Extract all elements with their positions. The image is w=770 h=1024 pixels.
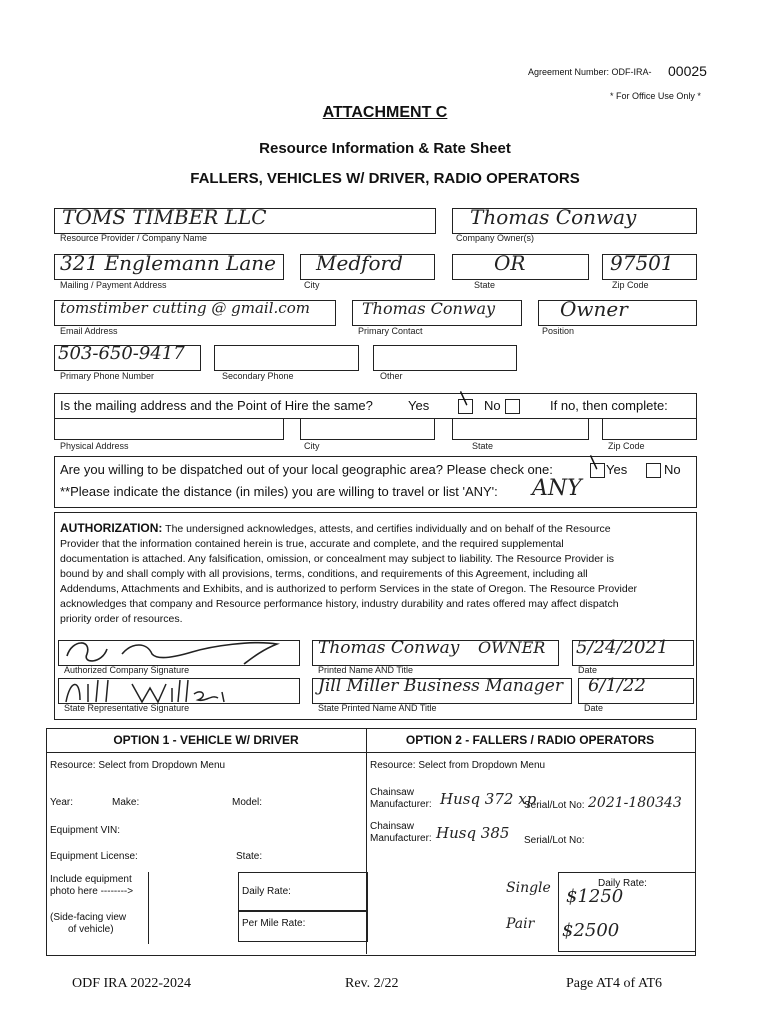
other-box[interactable] [373, 345, 517, 371]
vin-label: Equipment VIN: [50, 825, 121, 836]
photo-label-2: photo here --------> [50, 886, 134, 897]
address-label: Mailing / Payment Address [60, 280, 167, 290]
single-label: Single [506, 880, 551, 896]
option2-resource-label: Resource: [370, 760, 416, 771]
secondary-phone-label: Secondary Phone [222, 371, 294, 381]
footer-right: Page AT4 of AT6 [566, 976, 663, 991]
option2-daily-rate-label: Daily Rate: [598, 878, 647, 889]
make-label: Make: [112, 797, 140, 808]
position-value: Owner [560, 297, 628, 321]
phone-label: Primary Phone Number [60, 371, 155, 381]
printed-name-value: Thomas Conway [318, 638, 460, 658]
photo-label-1: Include equipment [50, 874, 132, 885]
city-value: Medford [316, 251, 403, 275]
authorization-line: bound by and shall comply with all provisions, terms, conditions, and requirements of this Agreement, including all [60, 568, 588, 580]
agreement-label: Agreement Number: ODF-IRA- [528, 67, 652, 77]
authorization-text [60, 521, 690, 627]
option1-daily-rate-label: Daily Rate: [242, 886, 291, 897]
option1-heading: OPTION 1 - VEHICLE W/ DRIVER [113, 733, 299, 747]
option2-resource[interactable] [370, 760, 545, 771]
physical-address-label: Physical Address [60, 441, 129, 451]
hire-check-mark-icon: / [455, 388, 474, 410]
footer-left: ODF IRA 2022-2024 [72, 976, 192, 991]
hire-question: Is the mailing address and the Point of Hire the same? [60, 398, 373, 413]
sheet-title: Resource Information & Rate Sheet [259, 140, 511, 157]
phone-value: 503-650-9417 [58, 343, 185, 364]
option2-resource-dropdown[interactable]: Select from Dropdown Menu [418, 760, 546, 771]
hire-no-label: No [484, 398, 501, 413]
company-name-value: TOMS TIMBER LLC [62, 205, 267, 229]
single-rate-value: $1250 [566, 886, 624, 907]
pair-rate-value: $2500 [562, 920, 620, 941]
state-printed-value: Jill Miller Business Manager [318, 676, 563, 696]
serial-1-value: 2021-180343 [588, 795, 682, 811]
authorization-line: Addendums, Attachments and Exhibits, and is authorized to perform Services in the state of Oregon. The Resource Provider [60, 583, 638, 595]
side-view-instruction [50, 912, 126, 936]
authorization-line: Provider that the information contained herein is true, accurate and complete, and the required supplemental [60, 538, 564, 550]
state-signature-label: State Representative Signature [64, 703, 190, 713]
license-label: Equipment License: [50, 851, 138, 862]
attachment-title: ATTACHMENT C [322, 104, 448, 121]
hire-no-checkbox[interactable] [505, 399, 520, 414]
date-value-2: 6/1/22 [588, 675, 646, 696]
side-label-2: of vehicle) [68, 924, 114, 935]
company-signature-drawing [62, 634, 292, 668]
authorization-line: documentation is attached. Any falsification, omission, or concealment may subject to liability. The Resource Provider is [60, 553, 615, 565]
email-value: tomstimber cutting @ gmail.com [60, 299, 310, 317]
physical-address-box[interactable] [54, 418, 284, 440]
physical-zip-box[interactable] [602, 418, 697, 440]
physical-state-label: State [472, 441, 494, 451]
sheet-subtitle: FALLERS, VEHICLES W/ DRIVER, RADIO OPERATORS [190, 170, 580, 187]
distance-value: ANY [532, 476, 582, 501]
footer-center: Rev. 2/22 [345, 976, 399, 991]
chainsaw-2-label [370, 821, 432, 845]
options-header-rule [46, 752, 695, 753]
authorization-line: The undersigned acknowledges, attests, and certifies individually and on behalf of the Resource [165, 523, 611, 535]
position-label: Position [542, 326, 575, 336]
other-label: Other [380, 371, 403, 381]
state-label: State [474, 280, 496, 290]
dispatch-no-checkbox[interactable] [646, 463, 661, 478]
photo-instruction [50, 874, 133, 898]
photo-area-divider [148, 872, 149, 944]
model-label: Model: [232, 797, 263, 808]
agreement-number: 00025 [668, 63, 707, 79]
address-value: 321 Englemann Lane [60, 251, 276, 275]
zip-value: 97501 [610, 251, 674, 275]
option1-resource-label: Resource: [50, 760, 96, 771]
dispatch-question: Are you willing to be dispatched out of your local geographic area? Please check one: [60, 462, 553, 477]
chainsaw-2-value: Husq 385 [436, 824, 510, 842]
date-label-1: Date [578, 665, 598, 675]
option2-heading: OPTION 2 - FALLERS / RADIO OPERATORS [405, 733, 655, 747]
chainsaw-label-line-1: Chainsaw [370, 787, 414, 798]
chainsaw-label-line-1: Chainsaw [370, 821, 414, 832]
secondary-phone-box[interactable] [214, 345, 359, 371]
company-name-label: Resource Provider / Company Name [60, 233, 208, 243]
chainsaw-1-label [370, 787, 432, 811]
serial-1-label: Serial/Lot No: [524, 800, 585, 811]
zip-label: Zip Code [612, 280, 649, 290]
contact-label: Primary Contact [358, 326, 423, 336]
authorization-heading: AUTHORIZATION: [60, 521, 163, 535]
hire-if-no: If no, then complete: [550, 398, 668, 413]
state-printed-label: State Printed Name AND Title [318, 703, 437, 713]
option1-state-label: State: [236, 851, 263, 862]
date-label-2: Date [584, 703, 604, 713]
contact-value: Thomas Conway [362, 299, 496, 318]
option1-resource-dropdown[interactable]: Select from Dropdown Menu [98, 760, 226, 771]
printed-title-value: OWNER [478, 638, 546, 657]
dispatch-no-label: No [664, 462, 681, 477]
owner-value: Thomas Conway [470, 205, 637, 229]
side-label-1: (Side-facing view [50, 912, 127, 923]
dispatch-check-mark-icon: / [585, 452, 604, 474]
physical-city-label: City [304, 441, 320, 451]
chainsaw-label-line-2: Manufacturer: [370, 799, 432, 810]
option1-resource[interactable] [50, 760, 225, 771]
hire-yes-label: Yes [408, 398, 430, 413]
chainsaw-1-value: Husq 372 xp [440, 790, 537, 808]
dispatch-yes-label: Yes [606, 462, 628, 477]
pair-label: Pair [506, 916, 535, 932]
year-label: Year: [50, 797, 73, 808]
company-signature-label: Authorized Company Signature [64, 665, 190, 675]
date-value-1: 5/24/2021 [576, 637, 669, 658]
physical-city-box[interactable] [300, 418, 435, 440]
distance-question: **Please indicate the distance (in miles) you are willing to travel or list 'ANY': [60, 484, 498, 499]
state-value: OR [494, 251, 526, 275]
chainsaw-label-line-2: Manufacturer: [370, 833, 432, 844]
printed-name-label: Printed Name AND Title [318, 665, 414, 675]
office-use-note: * For Office Use Only * [610, 91, 701, 101]
serial-2-label: Serial/Lot No: [524, 835, 585, 846]
authorization-line: acknowledges that company and Resource performance history, industry durability and rates offered may affect dispatch [60, 598, 619, 610]
physical-state-box[interactable] [452, 418, 589, 440]
owner-label: Company Owner(s) [456, 233, 535, 243]
email-label: Email Address [60, 326, 118, 336]
mile-rate-label: Per Mile Rate: [242, 918, 306, 929]
physical-zip-label: Zip Code [608, 441, 645, 451]
city-label: City [304, 280, 320, 290]
authorization-line: priority order of resources. [60, 613, 183, 625]
